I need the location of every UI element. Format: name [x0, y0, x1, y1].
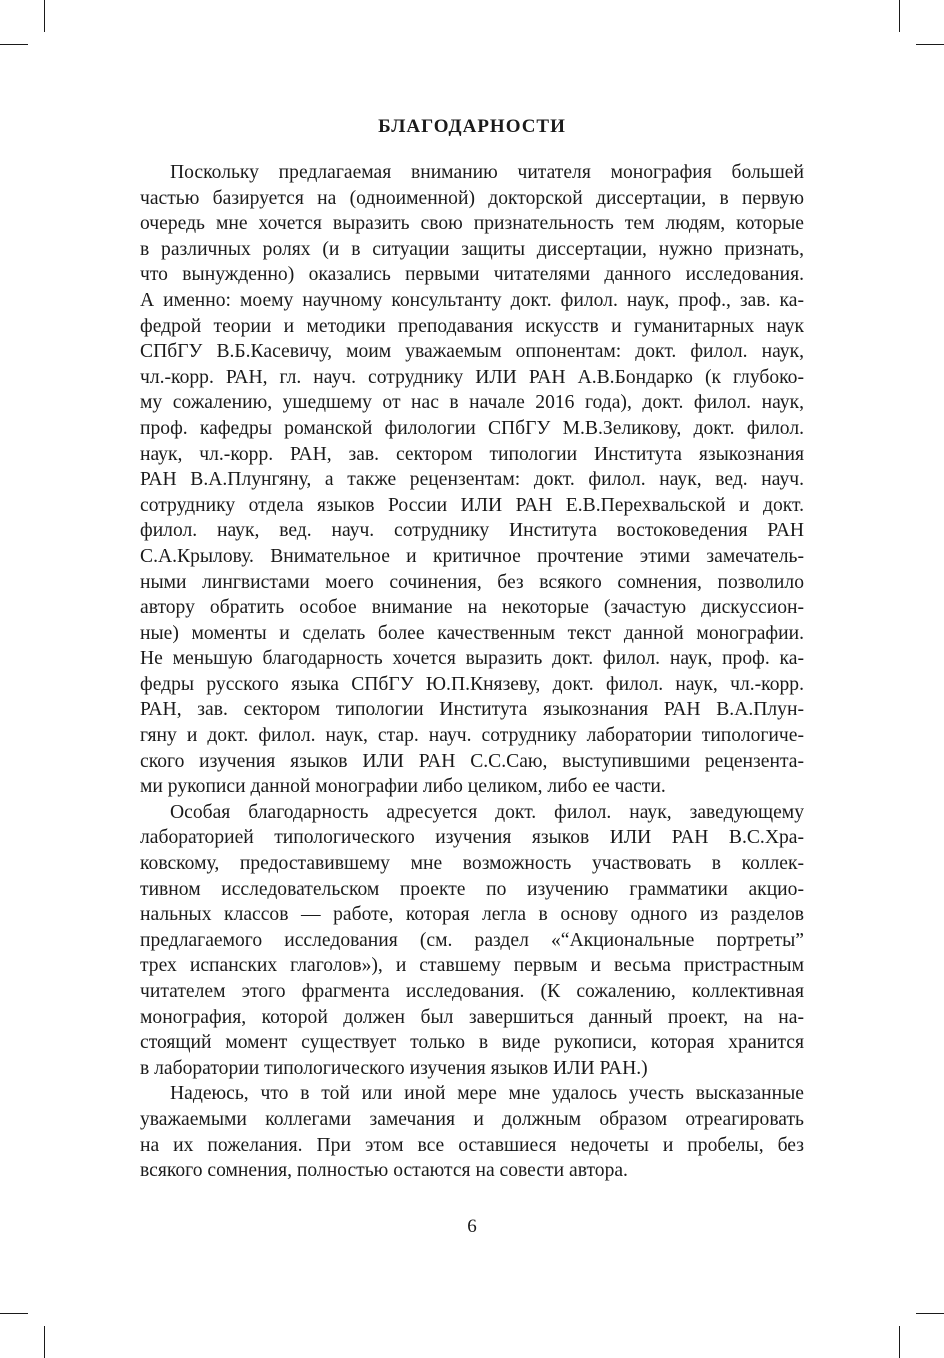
crop-mark-top-left-h: [0, 44, 28, 45]
text-line: СПбГУ В.Б.Касевичу, моим уважаемым оппонентам: докт. филол. наук,: [140, 341, 804, 363]
text-line: читателем этого фрагмента исследования. (К сожалению, коллективная: [140, 981, 804, 1002]
text-line: Не меньшую благодарность хочется выразить докт. филол. наук, проф. ка-: [140, 648, 804, 670]
text-line: РАН, зав. сектором типологии Института языкознания РАН В.А.Плун-: [140, 699, 804, 721]
body-text: [140, 160, 804, 1184]
page-number: 6: [467, 1216, 477, 1237]
text-line: федры русского языка СПбГУ Ю.П.Князеву, докт. филол. наук, чл.-корр.: [140, 673, 804, 695]
text-line: предлагаемого исследования (см. раздел «“Акциональные портреты”: [140, 929, 804, 951]
page-title: БЛАГОДАРНОСТИ: [378, 116, 566, 137]
text-line: проф. кафедры романской филологии СПбГУ М.В.Зеликову, докт. филол.: [140, 417, 804, 439]
text-line: частью базируется на (одноименной) докторской диссертации, в первую: [140, 187, 804, 209]
text-line: филол. наук, вед. науч. сотруднику Института востоковедения РАН: [140, 520, 804, 542]
text-line: очередь мне хочется выразить свою признательность тем людям, которые: [140, 213, 804, 235]
text-line: ными лингвистами моего сочинения, без всякого сомнения, позволило: [140, 571, 804, 593]
text-line: ского изучения языков ИЛИ РАН С.С.Саю, выступившими рецензента-: [140, 750, 804, 772]
text-line: гяну и докт. филол. наук, стар. науч. сотруднику лаборатории типологиче-: [140, 725, 804, 747]
text-line: стоящий момент существует только в виде рукописи, которая хранится: [140, 1032, 804, 1054]
text-line: всякого сомнения, полностью остаются на совести автора.: [140, 1160, 628, 1182]
text-line: ми рукописи данной монографии либо целиком, либо ее части.: [140, 776, 666, 798]
text-line: Поскольку предлагаемая вниманию читателя монография большей: [170, 162, 804, 183]
text-line: трех испанских глаголов»), и ставшему первым и весьма пристрастным: [140, 955, 804, 977]
text-line: Особая благодарность адресуется докт. филол. наук, заведующему: [170, 801, 804, 823]
text-line: уважаемыми коллегами замечания и должным образом отреагировать: [140, 1108, 804, 1130]
text-line: что вынужденно) оказались первыми читателями данного исследования.: [140, 264, 804, 286]
text-line: тивном исследовательском проекте по изучению грамматики акцио-: [140, 878, 804, 900]
crop-mark-top-right-h: [916, 44, 944, 45]
text-line: в лаборатории типологического изучения языков ИЛИ РАН.): [140, 1057, 648, 1079]
text-line: в различных ролях (и в ситуации защиты диссертации, нужно признать,: [140, 238, 804, 260]
text-line: нальных классов — работе, которая легла в основу одного из разделов: [140, 904, 804, 926]
crop-mark-bottom-right-v: [899, 1326, 900, 1358]
text-line: автору обратить особое внимание на некоторые (зачастую дискуссион-: [140, 597, 804, 619]
text-line: РАН В.А.Плунгяну, а также рецензентам: докт. филол. наук, вед. науч.: [140, 469, 804, 491]
crop-mark-bottom-left-h: [0, 1313, 28, 1314]
text-line: федрой теории и методики преподавания искусств и гуманитарных наук: [140, 315, 804, 337]
crop-mark-bottom-right-h: [916, 1313, 944, 1314]
crop-mark-top-left-v: [44, 0, 45, 32]
text-line: С.А.Крылову. Внимательное и критичное прочтение этими замечатель-: [140, 545, 804, 567]
text-line: ковскому, предоставившему мне возможность участвовать в коллек-: [140, 853, 804, 875]
text-line: чл.-корр. РАН, гл. науч. сотруднику ИЛИ РАН А.В.Бондарко (к глубоко-: [140, 366, 804, 388]
text-line: ные) моменты и сделать более качественным текст данной монографии.: [140, 622, 804, 644]
crop-mark-top-right-v: [899, 0, 900, 32]
crop-mark-bottom-left-v: [44, 1326, 45, 1358]
text-line: му сожалению, ушедшему от нас в начале 2016 года), докт. филол. наук,: [140, 392, 804, 414]
text-line: на их пожелания. При этом все оставшиеся недочеты и пробелы, без: [140, 1134, 804, 1156]
text-line: наук, чл.-корр. РАН, зав. сектором типологии Института языкознания: [140, 443, 804, 465]
text-line: монография, которой должен был завершиться данный проект, на на-: [140, 1006, 804, 1028]
text-line: лабораторией типологического изучения языков ИЛИ РАН В.С.Хра-: [140, 827, 804, 849]
text-line: А именно: моему научному консультанту докт. филол. наук, проф., зав. ка-: [140, 289, 804, 311]
text-line: сотруднику отдела языков России ИЛИ РАН Е.В.Перехвальской и докт.: [140, 494, 804, 516]
text-line: Надеюсь, что в той или иной мере мне удалось учесть высказанные: [170, 1083, 804, 1105]
